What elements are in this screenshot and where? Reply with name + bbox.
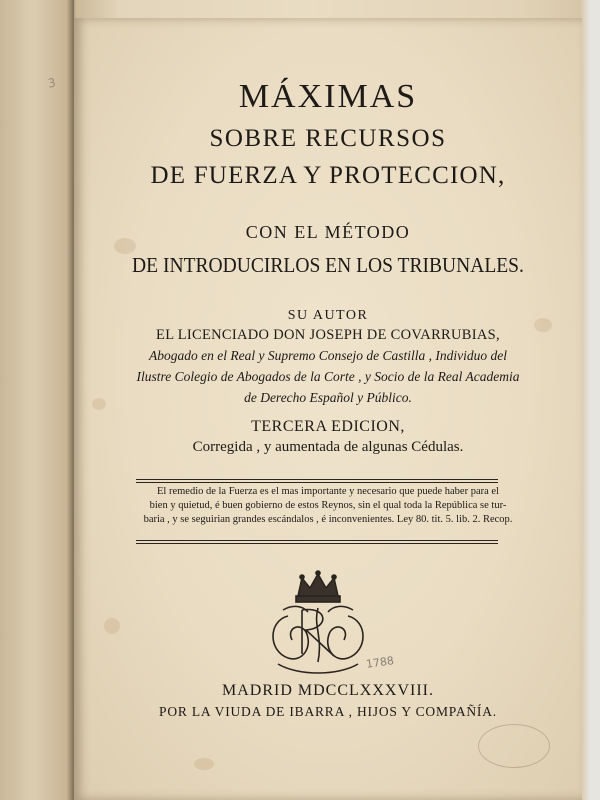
epigraph-line-3: baria , y se seguirian grandes escándalos , é inconvenientes. Ley 80. tit. 5. lib. 2. Recop. [143,514,513,525]
epigraph-rule-bottom-inner [136,543,498,544]
author-description-3: de Derecho Español y Público. [244,390,412,405]
author-description-1: Abogado en el Real y Supremo Consejo de Castilla , Individuo del [149,348,507,363]
imprint-place-date: MADRID MDCCLXXXVIII. [222,682,434,699]
edition-label: TERCERA EDICION, [251,418,405,435]
title-page [74,18,582,800]
pencil-year-annotation: 1788 [365,654,395,671]
subtitle-line-1: CON EL MÉTODO [245,222,411,242]
epigraph-rule-top [136,479,498,480]
crowned-monogram-icon [258,566,378,681]
author-description-2: Ilustre Colegio de Abogados de la Corte , y Socio de la Real Academia [136,369,520,384]
edition-note: Corregida , y aumentada de algunas Cédulas. [192,439,464,455]
library-stamp [478,724,550,768]
epigraph-rule-bottom [136,540,498,541]
title-line-3: DE FUERZA Y PROTECCION, [150,162,506,189]
epigraph-line-2: bien y quietud, é buen gobierno de estos Reynos, sin el qual toda la República se tur- [149,500,507,511]
author-name: EL LICENCIADO DON JOSEPH DE COVARRUBIAS, [156,327,500,343]
subtitle-line-2: DE INTRODUCIRLOS EN LOS TRIBUNALES. [132,253,524,277]
title-line-1: MÁXIMAS [238,78,418,115]
left-page-edge [0,0,74,800]
author-label: SU AUTOR [287,308,369,323]
epigraph-line-1: El remedio de la Fuerza es el mas importante y necesario que puede haber para el [157,486,499,497]
title-page-text [74,18,582,800]
pencil-page-number: 3 [46,75,57,91]
title-line-2: SOBRE RECURSOS [209,125,447,152]
epigraph-rule-top-inner [136,482,498,483]
imprint-publisher: POR LA VIUDA DE IBARRA , HIJOS Y COMPAÑÍA. [159,704,497,719]
